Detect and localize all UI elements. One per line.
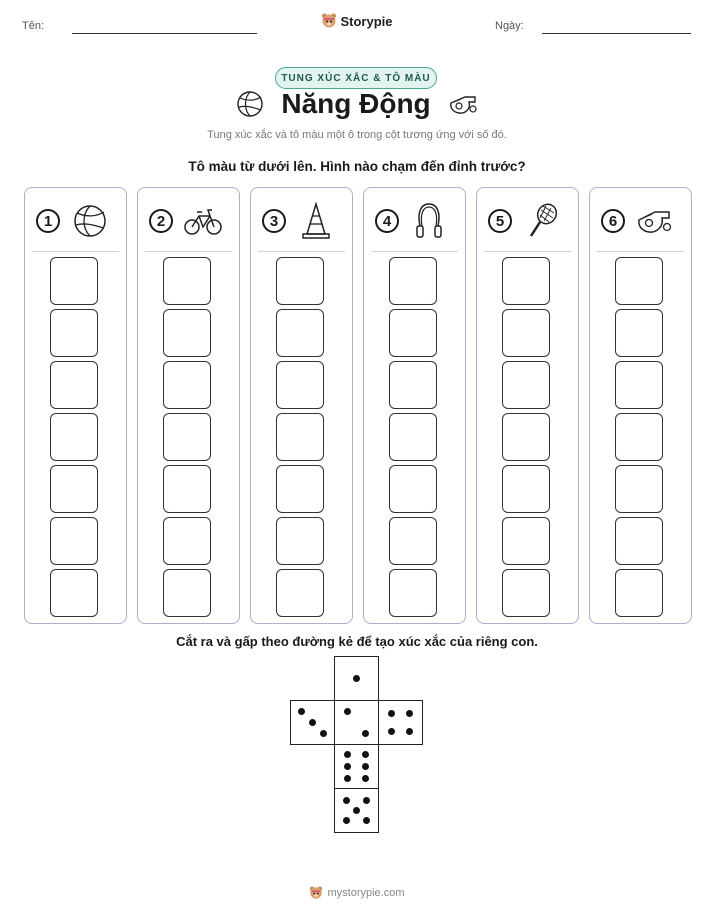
column-number: 6 [601,209,625,233]
color-cell[interactable] [502,413,550,461]
whistle-icon [635,202,675,240]
footer-site: mystorypie.com [327,887,405,899]
color-cell[interactable] [50,569,98,617]
die-face-5 [334,788,379,833]
column-divider [32,251,119,252]
color-cell[interactable] [502,361,550,409]
column-number: 1 [36,209,60,233]
die-pip [298,708,305,715]
color-cell[interactable] [615,517,663,565]
color-cell[interactable] [50,517,98,565]
bear-logo-icon [321,12,337,30]
color-cell[interactable] [389,569,437,617]
die-pip [343,817,350,824]
brand-name: Storypie [340,13,393,29]
bear-logo-icon [309,885,323,901]
column-3 [250,187,353,624]
column-number: 4 [375,209,399,233]
color-cell[interactable] [276,309,324,357]
color-cell[interactable] [502,569,550,617]
page-title: Năng Động [281,88,431,119]
column-5 [476,187,579,624]
column-number: 3 [262,209,286,233]
color-cell[interactable] [163,361,211,409]
die-pip [353,807,360,814]
activity-badge: TUNG XÚC XẮC & TÔ MÀU [275,67,437,89]
column-2 [137,187,240,624]
die-pip [344,751,351,758]
die-pip [363,817,370,824]
column-4 [363,187,466,624]
column-number: 5 [488,209,512,233]
color-cell[interactable] [615,413,663,461]
whistle-icon [447,91,479,117]
color-cell[interactable] [276,465,324,513]
color-cell[interactable] [389,517,437,565]
column-header [251,202,352,242]
die-pip [320,730,327,737]
color-cell[interactable] [50,309,98,357]
column-header [477,202,578,242]
color-cell[interactable] [615,257,663,305]
ball-icon [70,202,110,240]
die-pip [406,710,413,717]
column-header [138,202,239,242]
die-face-2 [334,700,379,745]
color-cell[interactable] [163,257,211,305]
color-cell[interactable] [50,465,98,513]
color-cell[interactable] [163,517,211,565]
color-cell[interactable] [502,517,550,565]
die-pip [353,675,360,682]
die-pip [363,797,370,804]
die-pip [362,775,369,782]
color-cell[interactable] [163,413,211,461]
color-cell[interactable] [389,413,437,461]
color-cell[interactable] [389,361,437,409]
color-cell[interactable] [615,569,663,617]
color-cell[interactable] [50,413,98,461]
die-face-4 [378,700,423,745]
color-cell[interactable] [163,309,211,357]
color-cell[interactable] [276,517,324,565]
color-cell[interactable] [389,257,437,305]
color-cell[interactable] [615,465,663,513]
die-pip [388,728,395,735]
die-pip [388,710,395,717]
column-divider [484,251,571,252]
cone-icon [296,202,336,240]
column-header [25,202,126,242]
column-header [590,202,691,242]
color-cell[interactable] [163,465,211,513]
dice-instruction: Cắt ra và gấp theo đường kẻ để tạo xúc xắc của riêng con. [176,634,538,649]
die-pip [344,708,351,715]
column-6 [589,187,692,624]
die-pip [362,751,369,758]
ball-icon [235,89,265,119]
die-pip [309,719,316,726]
name-line [72,33,257,34]
color-cell[interactable] [502,309,550,357]
die-pip [344,775,351,782]
color-cell[interactable] [163,569,211,617]
column-divider [145,251,232,252]
color-cell[interactable] [389,309,437,357]
die-face-1 [334,656,379,701]
column-divider [371,251,458,252]
color-cell[interactable] [50,361,98,409]
column-divider [258,251,345,252]
date-line [542,33,691,34]
color-cell[interactable] [276,569,324,617]
color-cell[interactable] [276,257,324,305]
die-pip [344,763,351,770]
brand-logo [0,12,714,30]
die-pip [362,730,369,737]
color-cell[interactable] [276,413,324,461]
page-subtitle: Tung xúc xắc và tô màu một ô trong cột tương ứng với số đó. [207,129,507,141]
jump-rope-icon [409,202,449,240]
column-number: 2 [149,209,173,233]
color-cell[interactable] [502,257,550,305]
color-cell[interactable] [615,309,663,357]
date-label: Ngày: [495,20,524,32]
color-cell[interactable] [502,465,550,513]
color-cell[interactable] [276,361,324,409]
dice-net [290,656,425,835]
color-cell[interactable] [615,361,663,409]
die-face-3 [290,700,335,745]
color-cell[interactable] [389,465,437,513]
die-face-6 [334,744,379,789]
die-pip [362,763,369,770]
die-pip [406,728,413,735]
bicycle-icon [183,202,223,240]
name-label: Tên: [22,20,45,32]
title-row [0,88,714,120]
color-cell[interactable] [50,257,98,305]
column-1 [24,187,127,624]
coloring-instruction: Tô màu từ dưới lên. Hình nào chạm đến đỉnh trước? [188,159,526,174]
column-divider [597,251,684,252]
die-pip [343,797,350,804]
footer [0,885,714,901]
column-header [364,202,465,242]
tennis-racket-icon [522,202,562,240]
